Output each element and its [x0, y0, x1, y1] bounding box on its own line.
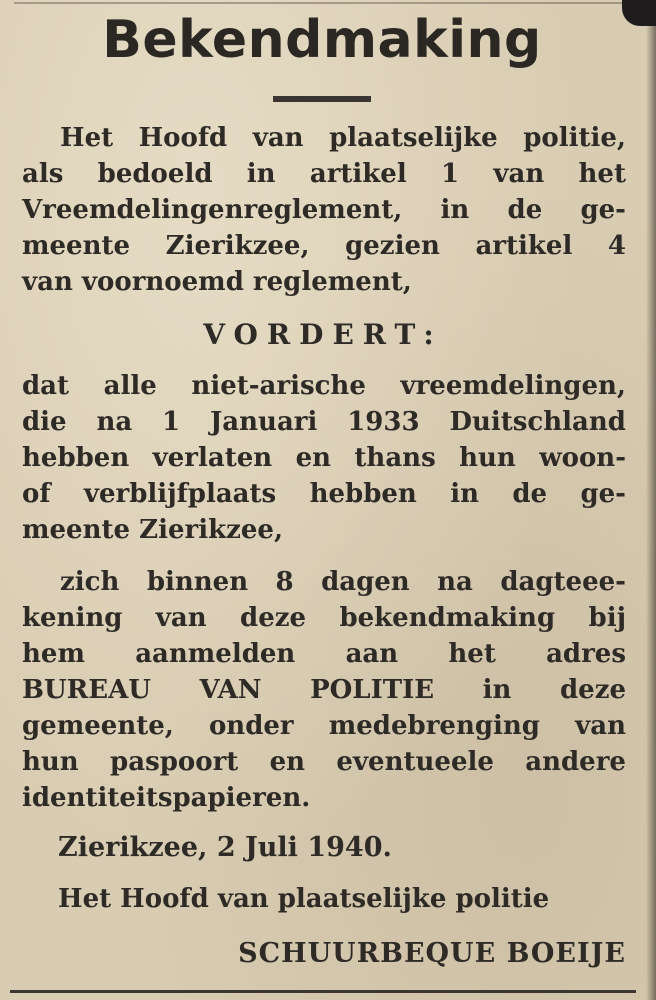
word: politie, [523, 123, 626, 153]
word: verlaten [152, 443, 273, 473]
word: niet-arische [191, 371, 366, 401]
word: hebben [22, 443, 130, 473]
word: adres [546, 639, 626, 669]
vordert-heading: VORDERT: [203, 318, 443, 351]
word: van [575, 711, 626, 741]
word: ge- [580, 479, 626, 509]
intro-paragraph [22, 120, 626, 300]
word: bekendmaking [339, 603, 556, 633]
demand-paragraph [22, 368, 626, 548]
announcement-title: Bekendmaking [102, 10, 542, 70]
title-underline [273, 96, 371, 102]
word: en [295, 443, 332, 473]
word: 8 [275, 567, 294, 597]
word: in [246, 159, 276, 189]
word: BUREAU [22, 675, 151, 705]
paragraph-line [22, 708, 626, 744]
word: Het [60, 123, 114, 153]
word: VAN [199, 675, 262, 705]
word: medebrenging [328, 711, 540, 741]
word: gemeente, [22, 711, 174, 741]
paragraph-line [22, 368, 626, 404]
word: vreemdelingen, [400, 371, 626, 401]
paragraph-line [22, 120, 626, 156]
paragraph-line [22, 476, 626, 512]
bottom-rule [10, 990, 636, 993]
paragraph-line: identiteitspapieren. [22, 783, 311, 813]
word: verblijfplaats [83, 479, 277, 509]
word: de [512, 479, 548, 509]
word: Zierikzee, [165, 231, 310, 261]
signature-name: SCHUURBEQUE BOEIJE [238, 938, 626, 969]
word: dagteee- [500, 567, 626, 597]
word: die [22, 407, 67, 437]
paragraph-line [22, 192, 626, 228]
word: aanmelden [135, 639, 296, 669]
paragraph-line [22, 564, 626, 600]
word: hebben [309, 479, 417, 509]
word: of [22, 479, 51, 509]
word: plaatselijke [329, 123, 498, 153]
word: deze [240, 603, 307, 633]
word: ge- [580, 195, 626, 225]
word: 1 [441, 159, 460, 189]
paragraph-line [22, 600, 626, 636]
word: in [482, 675, 512, 705]
word: zich [60, 567, 120, 597]
word: van [493, 159, 545, 189]
word: POLITIE [310, 675, 435, 705]
word: kening [22, 603, 123, 633]
word: Januari [209, 407, 318, 437]
word: na [437, 567, 473, 597]
word: deze [559, 675, 626, 705]
word: 1 [162, 407, 181, 437]
top-rule [14, 2, 626, 4]
word: binnen [146, 567, 249, 597]
word: dagen [321, 567, 410, 597]
paragraph-line [22, 672, 626, 708]
word: Vreemdelingenreglement, [22, 195, 403, 225]
word: Duitschland [449, 407, 626, 437]
word: onder [208, 711, 294, 741]
word: het [448, 639, 496, 669]
word: van [252, 123, 304, 153]
paragraph-line [22, 228, 626, 264]
word: meente [22, 231, 131, 261]
instruction-paragraph [22, 564, 626, 816]
word: alle [103, 371, 157, 401]
paragraph-line [22, 636, 626, 672]
word: eventueele [336, 747, 494, 777]
page-edge-shadow [646, 0, 656, 1000]
word: 4 [607, 231, 626, 261]
word: artikel [309, 159, 407, 189]
word: de [507, 195, 543, 225]
paragraph-line [22, 156, 626, 192]
word: dat [22, 371, 70, 401]
word: na [96, 407, 133, 437]
word: hun [22, 747, 79, 777]
word: bedoeld [97, 159, 213, 189]
word: woon- [539, 443, 626, 473]
paragraph-line: meente Zierikzee, [22, 515, 283, 545]
word: artikel [475, 231, 573, 261]
word: bij [588, 603, 626, 633]
word: het [578, 159, 626, 189]
date-line: Zierikzee, 2 Juli 1940. [58, 832, 392, 863]
signature-title: Het Hoofd van plaatselijke politie [58, 884, 550, 914]
word: 1933 [347, 407, 420, 437]
word: van [155, 603, 207, 633]
word: als [22, 159, 64, 189]
word: gezien [345, 231, 440, 261]
word: aan [345, 639, 399, 669]
paragraph-line: van voornoemd reglement, [22, 267, 412, 297]
word: en [269, 747, 306, 777]
word: Hoofd [138, 123, 228, 153]
word: thans [354, 443, 436, 473]
word: paspoort [110, 747, 239, 777]
word: hem [22, 639, 85, 669]
paragraph-line [22, 744, 626, 780]
paragraph-line [22, 440, 626, 476]
paragraph-line [22, 404, 626, 440]
word: hun [459, 443, 516, 473]
word: in [440, 195, 470, 225]
word: in [450, 479, 479, 509]
word: andere [525, 747, 626, 777]
